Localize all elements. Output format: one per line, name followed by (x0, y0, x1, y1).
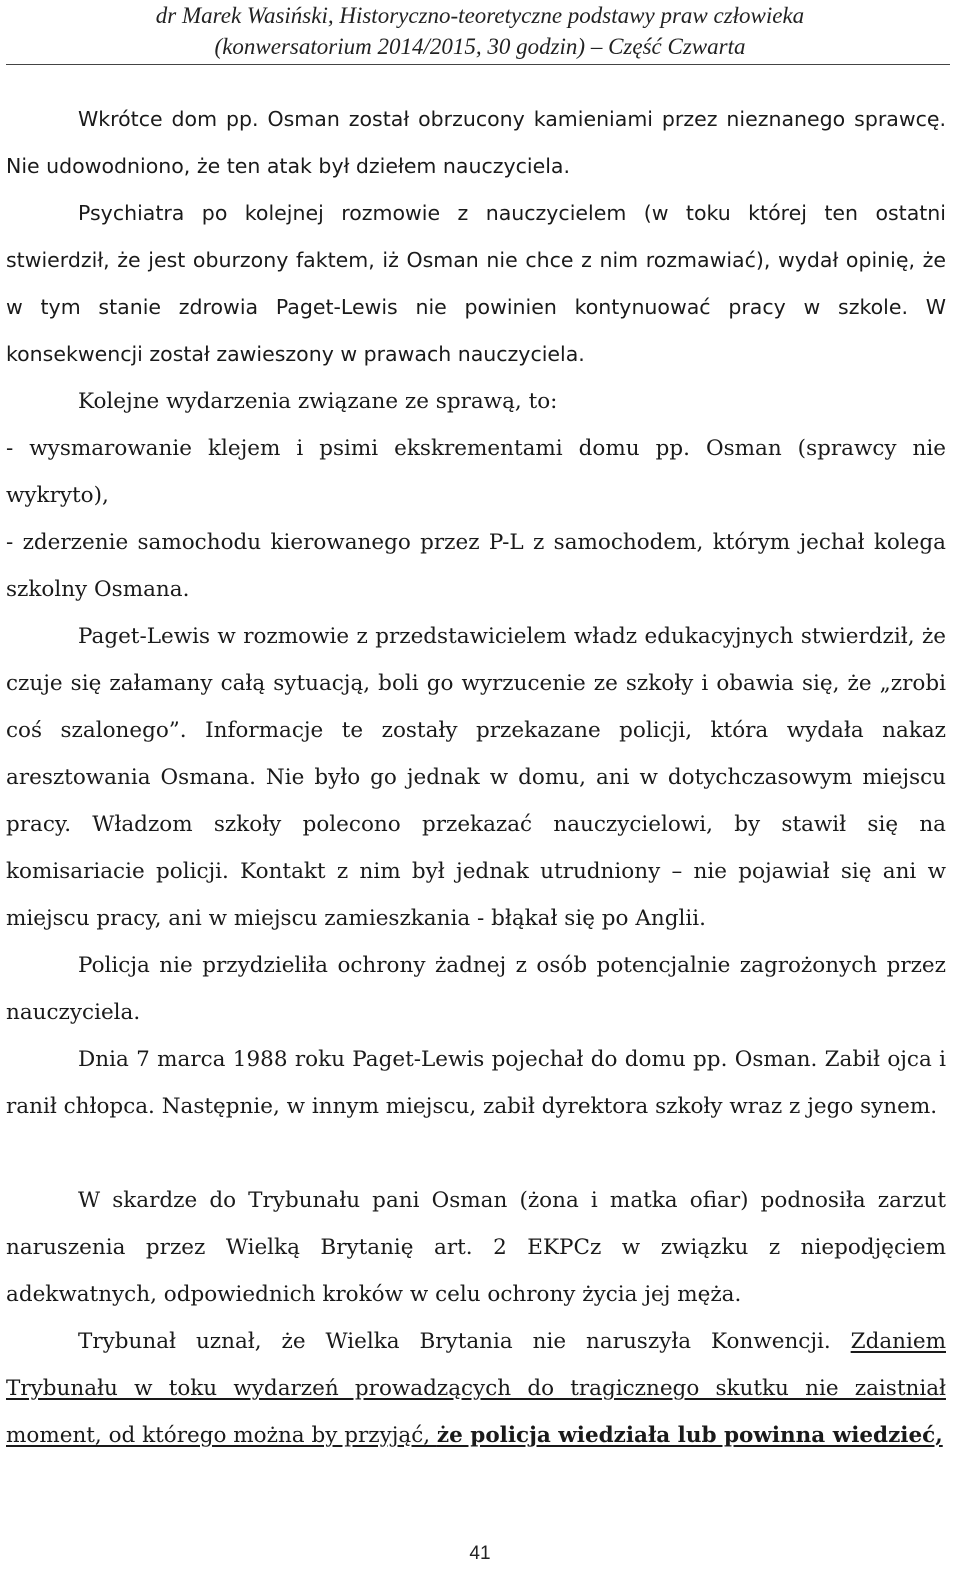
paragraph-10-underlined: Zdaniem Trybunału w toku wydarzeń prowadzących do tragicznego skutku nie zaistniał moment, od którego można by przyjąć, (6, 1329, 946, 1448)
list-item-2: - zderzenie samochodu kierowanego przez P-L z samochodem, którym jechał kolega szkolny Osmana. (6, 530, 946, 602)
paragraph-10-bold: że policja wiedziała lub powinna wiedzieć, (436, 1423, 943, 1448)
paragraph-2: Psychiatra po kolejnej rozmowie z nauczycielem (w toku której ten ostatni stwierdził, że jest oburzony faktem, iż Osman nie chce z nim rozmawiać), wydał opinię, że w tym stanie zdrowia Paget-Lewis nie powinien kontynuować pracy w szkole. W konsekwencji został zawieszony w prawach nauczyciela. (6, 201, 946, 366)
list-item-1: - wysmarowanie klejem i psimi ekskrementami domu pp. Osman (sprawcy nie wykryto), (6, 436, 946, 508)
running-header (0, 0, 960, 62)
page-number: 41 (469, 1543, 491, 1564)
paragraph-10-plain: Trybunał uznał, że Wielka Brytania nie naruszyła Konwencji. (78, 1329, 851, 1354)
header-line-2: (konwersatorium 2014/2015, 30 godzin) – Część Czwarta (214, 34, 746, 59)
paragraph-7: Policja nie przydzieliła ochrony żadnej z osób potencjalnie zagrożonych przez nauczyciela. (6, 953, 946, 1025)
paragraph-9: W skardze do Trybunału pani Osman (żona i matka ofiar) podnosiła zarzut naruszenia przez Wielką Brytanię art. 2 EKPCz w związku z niepodjęciem adekwatnych, odpowiednich kroków w celu ochrony życia jej męża. (6, 1188, 946, 1307)
paragraph-8: Dnia 7 marca 1988 roku Paget-Lewis pojechał do domu pp. Osman. Zabił ojca i ranił chłopca. Następnie, w innym miejscu, zabił dyrektora szkoły wraz z jego synem. (6, 1047, 946, 1119)
header-line-1: dr Marek Wasiński, Historyczno-teoretyczne podstawy praw człowieka (155, 3, 805, 28)
document-body (6, 96, 946, 1459)
header-rule (6, 64, 950, 65)
paragraph-3: Kolejne wydarzenia związane ze sprawą, to: (78, 389, 558, 414)
paragraph-1: Wkrótce dom pp. Osman został obrzucony kamieniami przez nieznanego sprawcę. Nie udowodniono, że ten atak był dziełem nauczyciela. (6, 107, 946, 178)
paragraph-6: Paget-Lewis w rozmowie z przedstawicielem władz edukacyjnych stwierdził, że czuje się załamany całą sytuacją, boli go wyrzucenie ze szkoły i obawia się, że „zrobi coś szalonego”. Informacje te zostały przekazane policji, która wydała nakaz aresztowania Osmana. Nie było go jednak w domu, ani w dotychczasowym miejscu pracy. Władzom szkoły polecono przekazać nauczycielowi, by stawił się na komisariacie policji. Kontakt z nim był jednak utrudniony – nie pojawiał się ani w miejscu pracy, ani w miejscu zamieszkania - błąkał się po Anglii. (6, 624, 946, 931)
paragraph-10 (6, 1318, 946, 1459)
spacer (6, 1130, 946, 1177)
